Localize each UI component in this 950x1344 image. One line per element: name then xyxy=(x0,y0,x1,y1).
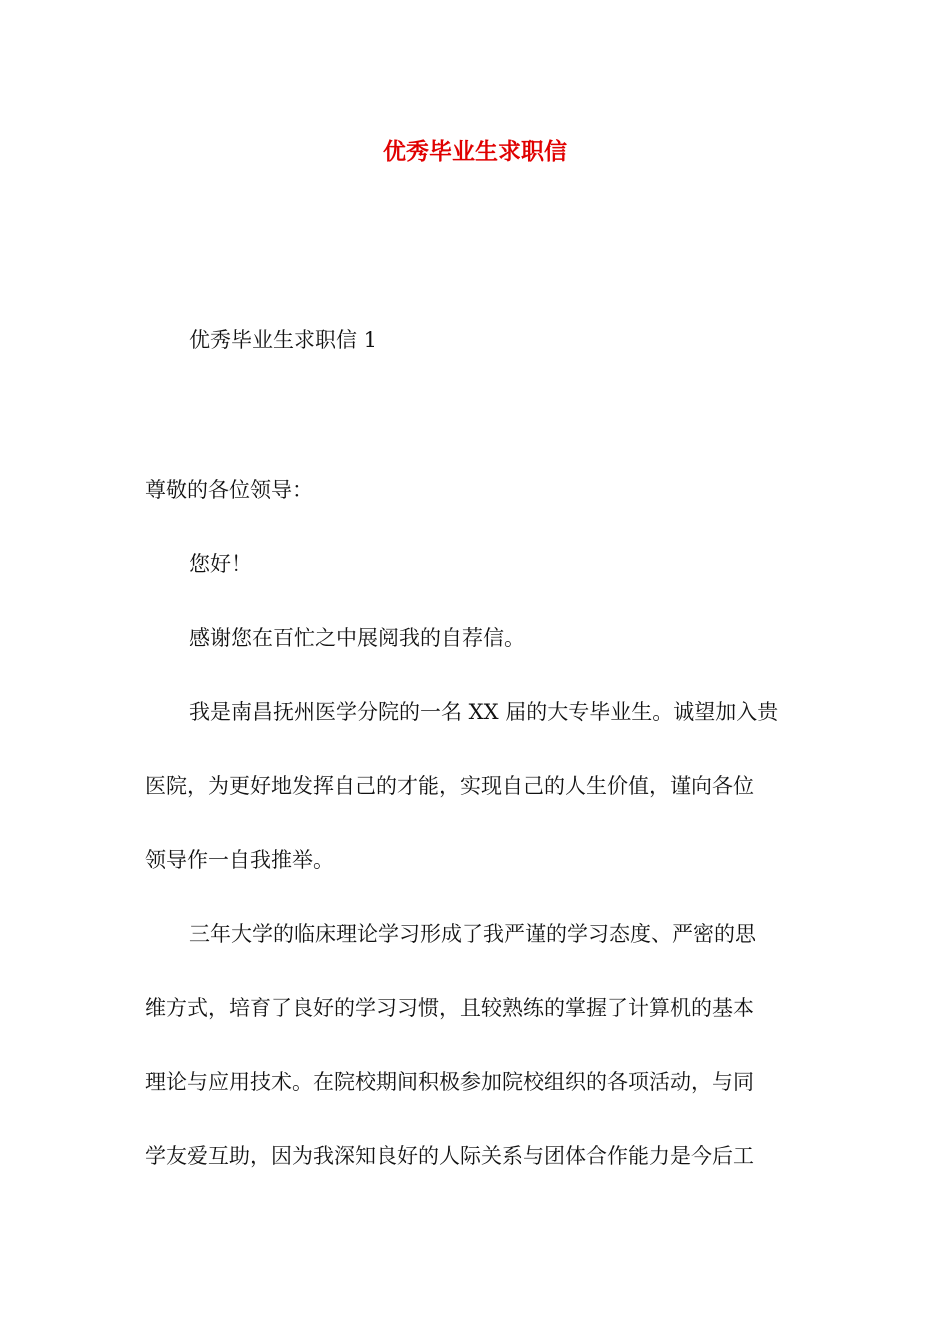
paragraph-line: 三年大学的临床理论学习形成了我严谨的学习态度、严密的思 xyxy=(189,922,756,946)
paragraph-line: 维方式，培育了良好的学习习惯，且较熟练的掌握了计算机的基本 xyxy=(145,996,754,1020)
letter-greeting: 您好！ xyxy=(189,552,252,576)
paragraph-line: 我是南昌抚州医学分院的一名 XX 届的大专毕业生。诚望加入贵 xyxy=(189,700,779,724)
document-title: 优秀毕业生求职信 xyxy=(383,139,567,165)
paragraph-line: 学友爱互助，因为我深知良好的人际关系与团体合作能力是今后工 xyxy=(145,1144,754,1168)
paragraph-line: 医院，为更好地发挥自己的才能，实现自己的人生价值，谨向各位 xyxy=(145,774,754,798)
letter-salutation: 尊敬的各位领导： xyxy=(145,478,313,502)
paragraph-introduction xyxy=(145,694,807,878)
letter-subheading: 优秀毕业生求职信 1 xyxy=(189,328,378,352)
paragraph-line: 理论与应用技术。在院校期间积极参加院校组织的各项活动，与同 xyxy=(145,1070,754,1094)
paragraph-thanks: 感谢您在百忙之中展阅我的自荐信。 xyxy=(189,626,525,650)
paragraph-education xyxy=(145,916,807,1174)
paragraph-line: 领导作一自我推举。 xyxy=(145,848,334,872)
